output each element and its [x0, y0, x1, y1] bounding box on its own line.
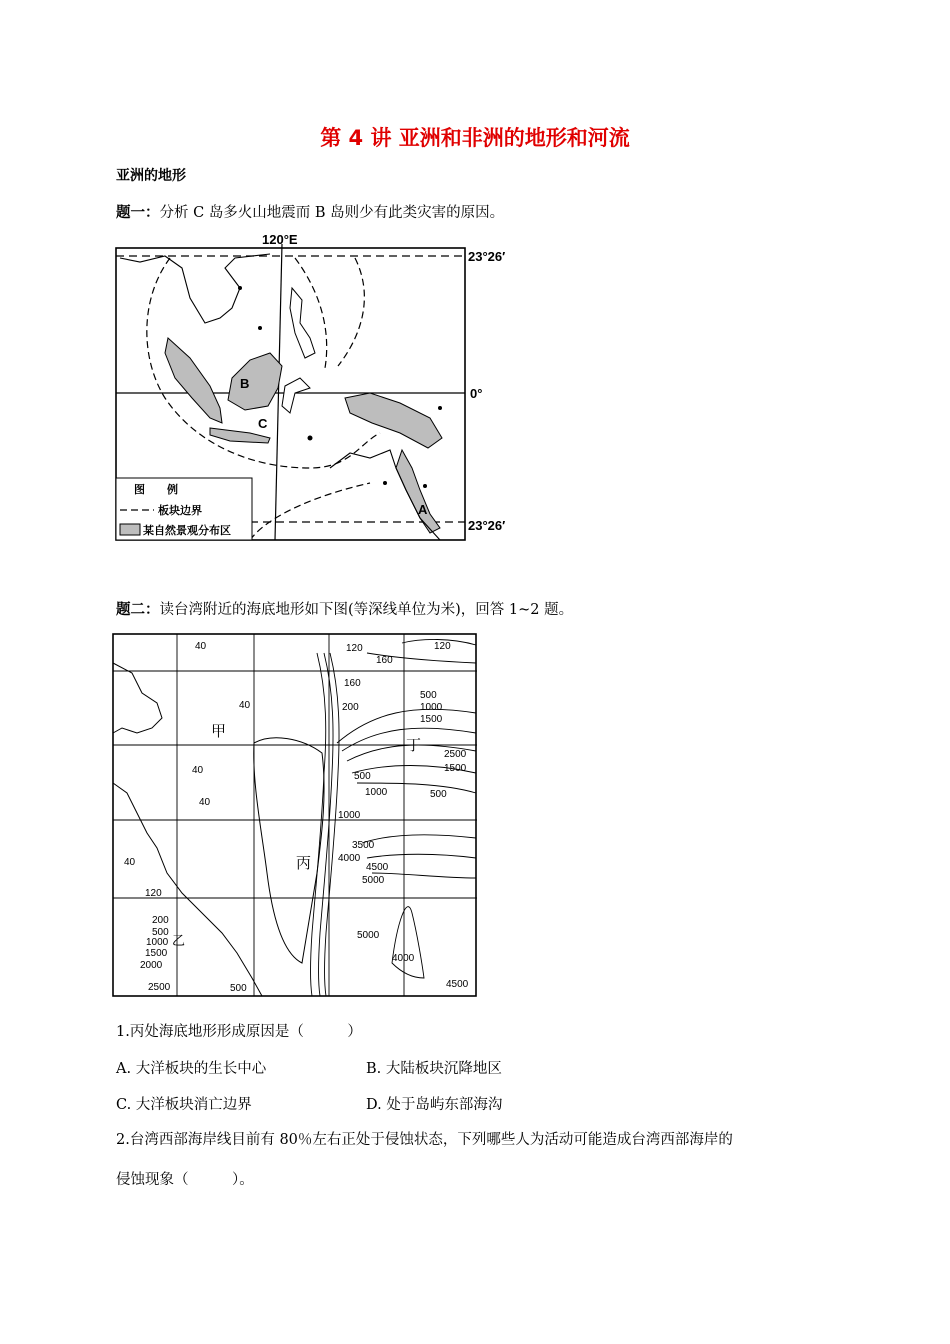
depth-4500a: 4500: [366, 862, 389, 873]
depth-120c: 120: [145, 888, 162, 899]
depth-500d: 500: [152, 927, 169, 938]
depth-1500c: 1500: [145, 948, 168, 959]
southeast-asia-map: [110, 228, 530, 548]
small-island: [383, 481, 387, 485]
depth-500c: 500: [430, 789, 447, 800]
taiwan-seabed-map: [112, 633, 478, 999]
sub-question-1: 1.丙处海底地形形成原因是（ ）: [116, 1024, 362, 1040]
sulawesi-island: [282, 378, 310, 413]
label-bing: 丙: [296, 855, 312, 872]
sumatra-island: [165, 338, 222, 423]
depth-200a: 200: [342, 702, 359, 713]
depth-5000a: 5000: [362, 875, 385, 886]
option-1a: A. 大洋板块的生长中心: [116, 1061, 267, 1077]
depth-40b: 40: [239, 700, 251, 711]
legend-boundary-label: 板块边界: [158, 505, 202, 517]
depth-500a: 500: [420, 690, 437, 701]
depth-4000b: 4000: [392, 953, 415, 964]
depth-1000c: 1000: [338, 810, 361, 821]
australia-coast: [396, 450, 440, 533]
depth-4000a: 4000: [338, 853, 361, 864]
taiwan-island: [254, 738, 324, 963]
option-1d: D. 处于岛屿东部海沟: [366, 1097, 503, 1113]
option-1b: B. 大陆板块沉降地区: [366, 1061, 502, 1077]
point-b-label: B: [240, 376, 250, 391]
page-title: 第 4 讲 亚洲和非洲的地形和河流: [320, 126, 630, 150]
depth-500e: 500: [230, 983, 247, 994]
depth-4500b: 4500: [446, 979, 469, 990]
depth-1000d: 1000: [146, 937, 169, 948]
small-island: [308, 436, 313, 441]
question-2-label: 题二：: [116, 602, 160, 618]
depth-500b: 500: [354, 771, 371, 782]
depth-40e: 40: [124, 857, 136, 868]
question-1: [116, 201, 504, 222]
depth-2000: 2000: [140, 960, 163, 971]
depth-120a: 120: [346, 643, 363, 654]
depth-40c: 40: [192, 765, 204, 776]
section-heading: 亚洲的地形: [116, 168, 186, 184]
label-yi: 乙: [172, 933, 186, 948]
depth-2500a: 2500: [444, 749, 467, 760]
mainland-coast: [120, 254, 270, 323]
depth-120b: 120: [434, 641, 451, 652]
depth-1000a: 1000: [420, 702, 443, 713]
depth-160b: 160: [344, 678, 361, 689]
deep-contours: [311, 639, 477, 996]
sub-question-2-line1: 2.台湾西部海岸线目前有 80％左右正处于侵蚀状态，下列哪些人为活动可能造成台湾西部海岸的: [116, 1132, 733, 1148]
philippines-islands: [290, 288, 315, 358]
point-a-label: A: [418, 502, 428, 517]
depth-1500b: 1500: [444, 763, 467, 774]
question-2-text: 读台湾附近的海底地形如下图(等深线单位为米)，回答 1~2 题。: [159, 602, 574, 618]
small-island: [258, 326, 262, 330]
depth-40d: 40: [199, 797, 211, 808]
depth-40a: 40: [195, 641, 207, 652]
legend-area-label: 某自然景观分布区: [143, 525, 231, 537]
depth-3500: 3500: [352, 840, 375, 851]
legend-title: 图 例: [134, 484, 178, 496]
plate-boundary-4: [250, 483, 370, 540]
question-2: [116, 598, 573, 619]
borneo-island: [228, 353, 282, 410]
label-ding: 丁: [406, 737, 422, 754]
depth-5000b: 5000: [357, 930, 380, 941]
west-coast-contour: [113, 783, 262, 996]
depth-1500a: 1500: [420, 714, 443, 725]
depth-200b: 200: [152, 915, 169, 926]
depth-1000b: 1000: [365, 787, 388, 798]
depth-2500b: 2500: [148, 982, 171, 993]
question-1-text: 分析 C 岛多火山地震而 B 岛则少有此类灾害的原因。: [159, 205, 505, 221]
lat-top-label: 23°26′: [468, 249, 506, 264]
lon-label: 120°E: [262, 232, 298, 247]
sub-question-2-line2: 侵蚀现象（ ）。: [116, 1172, 254, 1188]
small-island: [238, 286, 242, 290]
legend-area-symbol: [120, 524, 140, 535]
option-1c: C. 大洋板块消亡边界: [116, 1097, 252, 1113]
new-guinea-island: [345, 393, 442, 448]
depth-160a: 160: [376, 655, 393, 666]
small-island: [423, 484, 427, 488]
point-c-label: C: [258, 416, 268, 431]
question-1-label: 题一：: [116, 205, 160, 221]
lat-equator-label: 0°: [470, 386, 483, 401]
small-island: [438, 406, 442, 410]
mainland-coast: [113, 663, 162, 733]
lat-bottom-label: 23°26′: [468, 518, 506, 533]
australia-outline: [330, 450, 440, 540]
label-jia: 甲: [211, 723, 227, 740]
plate-boundary-3: [338, 258, 364, 366]
